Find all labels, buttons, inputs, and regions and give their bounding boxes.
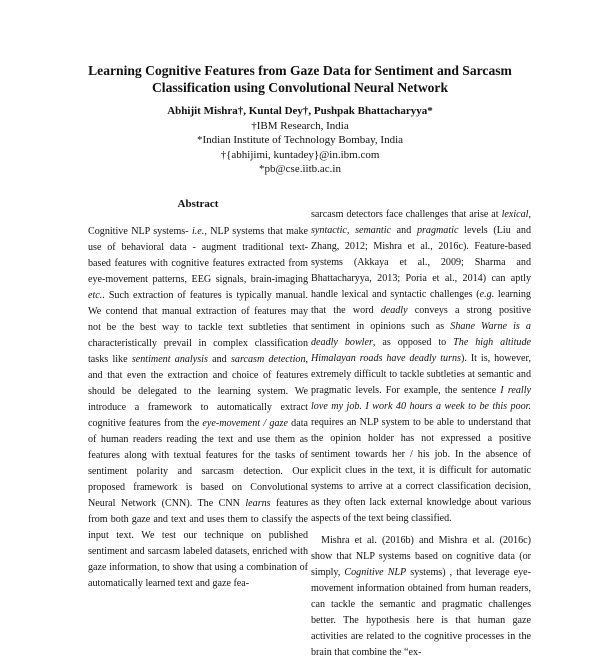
email-ibm: †{abhijimi, kuntadey}@in.ibm.com (220, 148, 380, 161)
abstract-column (88, 224, 308, 592)
author-block (40, 104, 560, 177)
title-line-2: Classification using Convolutional Neural Network (151, 80, 449, 95)
affiliation-ibm: †IBM Research, India (251, 119, 349, 132)
affiliation-iitb: *Indian Institute of Technology Bombay, India (196, 134, 404, 146)
intro-paragraph-1: sarcasm detectors face challenges that arise at lexical, syntactic, semantic and pragmatic levels (Liu and Zhang, 2012; Mishra et al., 2016c). Feature-based systems (Akkaya et al., 2009; Sharma and Bhattacharyya, 2013; Poria et al., 2014) can aptly handle lexical and syntactic challenges (e.g. learning that the word deadly conveys a strong positive sentiment in opinions such as Shane Warne is a deadly bowler, as opposed to The high altitude Himalayan roads have deadly turns). It is, however, extremely difficult to tackle subtleties at semantic and pragmatic levels. For example, the sentence I really love my job. I work 40 hours a week to be this poor. requires an NLP system to be able to understand that the opinion holder has not expressed a positive sentiment towards her / his job. In the absence of explicit clues in the text, it is difficult for automatic systems to arrive at a correct classification decision, as they often lack external knowledge about various aspects of the text being classified. (311, 209, 532, 524)
author-names: Abhijit Mishra†, Kuntal Dey†, Pushpak Bhattacharyya* (167, 105, 433, 117)
abstract-heading: Abstract (177, 198, 219, 210)
intro-paragraph-2: Mishra et al. (2016b) and Mishra et al. (2016c) show that NLP systems based on cognitive data (or simply, Cognitive NLP systems) , that leverage eye-movement information obtained from human readers, can tackle the semantic and pragmatic challenges better. The hypothesis here is that human gaze activities are related to the cognitive processes in the brain that combine the “ex- (311, 535, 531, 658)
paper-title (40, 62, 560, 96)
abstract-text: Cognitive NLP systems- i.e., NLP systems that make use of behavioral data - augment traditional text-based features with cognitive features extracted from eye-movement patterns, EEG signals, brain-imaging etc.. Such extraction of features is typically manual. We contend that manual extraction of features may not be the best way to tackle text subtleties that characteristically prevail in complex classification tasks like sentiment analysis and sarcasm detection, and that even the extraction and choice of features should be delegated to the learning system. We introduce a framework to automatically extract cognitive features from the eye-movement / gaze data of human readers reading the text and use them as features along with textual features for the tasks of sentiment polarity and sarcasm detection. Our proposed framework is based on Convolutional Neural Network (CNN). The CNN learns features from both gaze and text and uses them to classify the input text. We test our technique on published sentiment and sarcasm labeled datasets, enriched with gaze information, to show that using a combination of automatically learned text and gaze fea- (88, 226, 309, 589)
email-iitb: *pb@cse.iitb.ac.in (259, 163, 341, 175)
intro-column (311, 207, 531, 661)
title-line-1: Learning Cognitive Features from Gaze Data for Sentiment and Sarcasm (88, 63, 512, 78)
